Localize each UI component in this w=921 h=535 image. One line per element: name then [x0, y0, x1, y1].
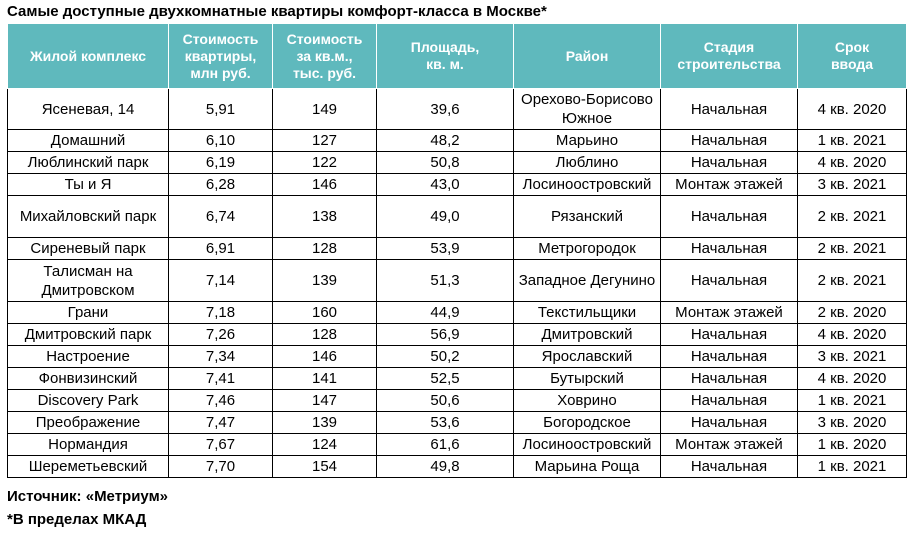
cell-price-sqm: 147: [273, 390, 377, 412]
cell-district: Ярославский: [514, 346, 661, 368]
cell-area: 49,0: [377, 196, 514, 238]
cell-area: 48,2: [377, 130, 514, 152]
cell-price-sqm: 127: [273, 130, 377, 152]
cell-area: 56,9: [377, 324, 514, 346]
cell-district: Орехово-Борисово Южное: [514, 89, 661, 130]
cell-complex: Нормандия: [8, 434, 169, 456]
header-district: Район: [514, 24, 661, 89]
cell-complex: Настроение: [8, 346, 169, 368]
cell-area: 49,8: [377, 456, 514, 478]
cell-complex: Грани: [8, 302, 169, 324]
table-row: [8, 174, 907, 196]
cell-area: 61,6: [377, 434, 514, 456]
cell-complex: Ясеневая, 14: [8, 89, 169, 130]
cell-price-sqm: 128: [273, 324, 377, 346]
table-row: [8, 89, 907, 130]
header-area: Площадь, кв. м.: [377, 24, 514, 89]
cell-price-sqm: 160: [273, 302, 377, 324]
cell-price-total: 6,10: [169, 130, 273, 152]
header-price-total: Стоимость квартиры, млн руб.: [169, 24, 273, 89]
cell-area: 50,6: [377, 390, 514, 412]
cell-price-total: 6,74: [169, 196, 273, 238]
table-row: [8, 346, 907, 368]
cell-district: Люблино: [514, 152, 661, 174]
cell-deadline: 1 кв. 2021: [798, 456, 907, 478]
cell-price-sqm: 138: [273, 196, 377, 238]
cell-complex: Преображение: [8, 412, 169, 434]
cell-area: 50,8: [377, 152, 514, 174]
cell-complex: Ты и Я: [8, 174, 169, 196]
cell-district: Текстильщики: [514, 302, 661, 324]
cell-price-total: 6,28: [169, 174, 273, 196]
cell-price-total: 7,70: [169, 456, 273, 478]
cell-district: Бутырский: [514, 368, 661, 390]
cell-complex: Люблинский парк: [8, 152, 169, 174]
table-row: [8, 152, 907, 174]
cell-deadline: 4 кв. 2020: [798, 152, 907, 174]
cell-complex: Фонвизинский: [8, 368, 169, 390]
table-row: [8, 302, 907, 324]
cell-price-sqm: 139: [273, 260, 377, 302]
cell-price-total: 7,26: [169, 324, 273, 346]
cell-complex: Михайловский парк: [8, 196, 169, 238]
cell-area: 51,3: [377, 260, 514, 302]
cell-stage: Монтаж этажей: [661, 302, 798, 324]
cell-district: Дмитровский: [514, 324, 661, 346]
cell-district: Лосиноостровский: [514, 174, 661, 196]
table-row: [8, 130, 907, 152]
cell-stage: Монтаж этажей: [661, 434, 798, 456]
table-row: [8, 260, 907, 302]
cell-deadline: 3 кв. 2021: [798, 346, 907, 368]
cell-stage: Начальная: [661, 130, 798, 152]
cell-complex: Шереметьевский: [8, 456, 169, 478]
cell-stage: Начальная: [661, 260, 798, 302]
cell-area: 52,5: [377, 368, 514, 390]
cell-price-total: 7,41: [169, 368, 273, 390]
cell-price-total: 7,34: [169, 346, 273, 368]
cell-price-total: 7,14: [169, 260, 273, 302]
cell-price-sqm: 146: [273, 346, 377, 368]
cell-complex: Дмитровский парк: [8, 324, 169, 346]
table-row: [8, 456, 907, 478]
cell-deadline: 3 кв. 2020: [798, 412, 907, 434]
cell-complex: Discovery Park: [8, 390, 169, 412]
cell-area: 53,9: [377, 238, 514, 260]
cell-district: Ховрино: [514, 390, 661, 412]
header-row: [8, 24, 907, 89]
cell-district: Западное Дегунино: [514, 260, 661, 302]
cell-deadline: 2 кв. 2021: [798, 196, 907, 238]
cell-stage: Монтаж этажей: [661, 174, 798, 196]
cell-complex: Домашний: [8, 130, 169, 152]
cell-deadline: 1 кв. 2021: [798, 390, 907, 412]
cell-price-sqm: 146: [273, 174, 377, 196]
source-note: Источник: «Метриум»: [7, 488, 169, 505]
cell-stage: Начальная: [661, 152, 798, 174]
header-price-sqm: Стоимость за кв.м., тыс. руб.: [273, 24, 377, 89]
cell-price-total: 6,91: [169, 238, 273, 260]
cell-price-sqm: 149: [273, 89, 377, 130]
table-row: [8, 368, 907, 390]
cell-deadline: 3 кв. 2021: [798, 174, 907, 196]
cell-stage: Начальная: [661, 456, 798, 478]
header-complex: Жилой комплекс: [8, 24, 169, 89]
cell-district: Лосиноостровский: [514, 434, 661, 456]
cell-price-total: 7,46: [169, 390, 273, 412]
cell-complex: Сиреневый парк: [8, 238, 169, 260]
header-stage: Стадия строительства: [661, 24, 798, 89]
table-row: [8, 412, 907, 434]
table-row: [8, 434, 907, 456]
cell-price-total: 7,67: [169, 434, 273, 456]
cell-deadline: 4 кв. 2020: [798, 89, 907, 130]
cell-stage: Начальная: [661, 412, 798, 434]
cell-area: 50,2: [377, 346, 514, 368]
cell-district: Марьина Роща: [514, 456, 661, 478]
cell-area: 53,6: [377, 412, 514, 434]
cell-complex: Талисман на Дмитровском: [8, 260, 169, 302]
apartments-table: [7, 24, 907, 478]
cell-district: Рязанский: [514, 196, 661, 238]
cell-deadline: 2 кв. 2020: [798, 302, 907, 324]
cell-stage: Начальная: [661, 390, 798, 412]
cell-price-total: 7,18: [169, 302, 273, 324]
cell-price-sqm: 141: [273, 368, 377, 390]
cell-price-total: 5,91: [169, 89, 273, 130]
table-row: [8, 238, 907, 260]
cell-district: Богородское: [514, 412, 661, 434]
cell-stage: Начальная: [661, 324, 798, 346]
cell-stage: Начальная: [661, 196, 798, 238]
cell-stage: Начальная: [661, 346, 798, 368]
cell-area: 39,6: [377, 89, 514, 130]
cell-deadline: 4 кв. 2020: [798, 368, 907, 390]
cell-area: 43,0: [377, 174, 514, 196]
footnote: *В пределах МКАД: [7, 511, 147, 528]
table-row: [8, 324, 907, 346]
cell-price-total: 6,19: [169, 152, 273, 174]
cell-deadline: 1 кв. 2020: [798, 434, 907, 456]
cell-area: 44,9: [377, 302, 514, 324]
cell-district: Марьино: [514, 130, 661, 152]
cell-deadline: 2 кв. 2021: [798, 238, 907, 260]
cell-price-sqm: 154: [273, 456, 377, 478]
table-row: [8, 196, 907, 238]
cell-stage: Начальная: [661, 368, 798, 390]
header-deadline: Срок ввода: [798, 24, 907, 89]
cell-deadline: 4 кв. 2020: [798, 324, 907, 346]
cell-deadline: 1 кв. 2021: [798, 130, 907, 152]
cell-stage: Начальная: [661, 89, 798, 130]
cell-deadline: 2 кв. 2021: [798, 260, 907, 302]
cell-price-sqm: 122: [273, 152, 377, 174]
cell-district: Метрогородок: [514, 238, 661, 260]
cell-price-sqm: 124: [273, 434, 377, 456]
table-row: [8, 390, 907, 412]
cell-price-sqm: 139: [273, 412, 377, 434]
cell-stage: Начальная: [661, 238, 798, 260]
table-title: Самые доступные двухкомнатные квартиры комфорт-класса в Москве*: [7, 3, 547, 20]
cell-price-total: 7,47: [169, 412, 273, 434]
cell-price-sqm: 128: [273, 238, 377, 260]
